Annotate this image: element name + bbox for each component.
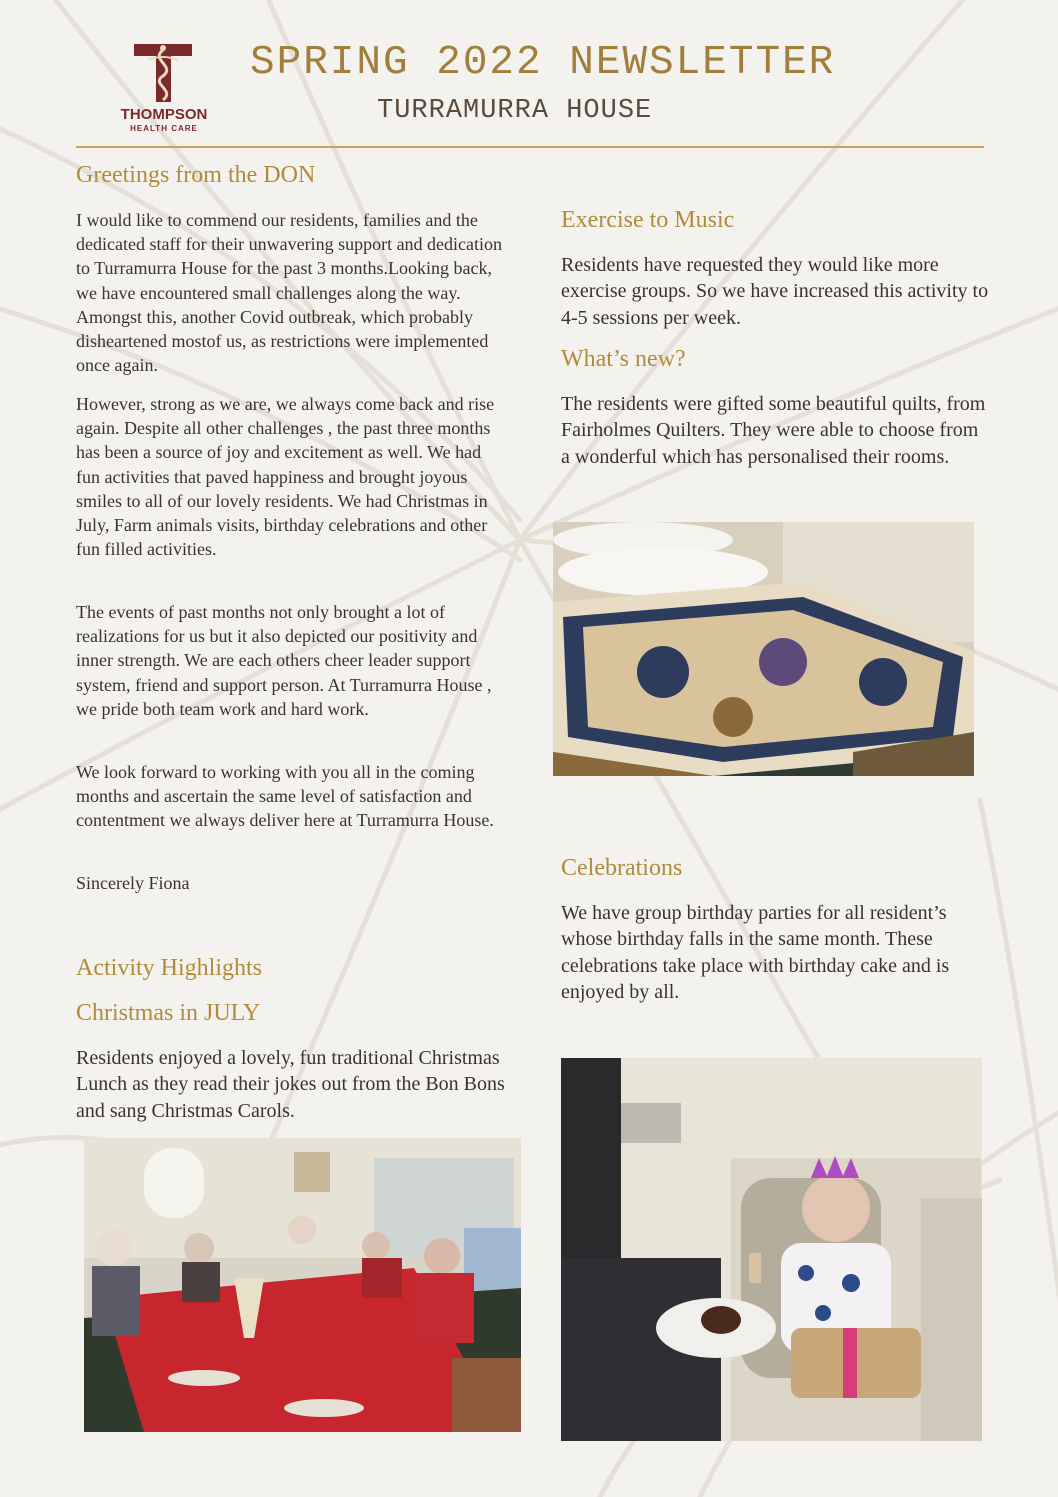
christmas-heading: Christmas in JULY xyxy=(76,1000,261,1026)
activity-highlights-heading: Activity Highlights xyxy=(76,955,262,981)
logo-wordmark: THOMPSON xyxy=(120,106,208,123)
christmas-lunch-photo xyxy=(84,1138,521,1432)
christmas-text: Residents enjoyed a lovely, fun traditional Christmas Lunch as they read their jokes out from the Bon Bons and sang Christmas Carols. xyxy=(76,1047,505,1122)
whats-new-text: The residents were gifted some beautiful quilts, from Fairholmes Quilters. They were able to choose from a wonderful which has personalised their rooms. xyxy=(561,393,986,468)
don-paragraph-4: We look forward to working with you all in the coming months and ascertain the same level of satisfaction and contentment we always deliver here at Turramurra House. xyxy=(76,762,494,831)
caduceus-t-icon xyxy=(112,38,216,108)
logo-subtext: HEALTH CARE xyxy=(130,124,198,133)
don-heading: Greetings from the DON xyxy=(76,162,316,188)
exercise-heading: Exercise to Music xyxy=(561,207,735,233)
newsletter-title: SPRING 2022 NEWSLETTER xyxy=(250,40,836,86)
quilt-photo xyxy=(553,522,974,776)
don-signoff: Sincerely Fiona xyxy=(76,873,190,893)
exercise-text: Residents have requested they would like more exercise groups. So we have increased this activity to 4-5 sessions per week. xyxy=(561,254,989,329)
don-paragraph-1: I would like to commend our residents, families and the dedicated staff for their unwavering support and dedication to Turramurra House for the past 3 months.Looking back, we have encountered small challenges along the way. Amongst this, another Covid outbreak, which probably disheartened mostof us, as restrictions were implemented once again. xyxy=(76,210,503,376)
birthday-photo xyxy=(561,1058,982,1441)
newsletter-subtitle: TURRAMURRA HOUSE xyxy=(377,96,653,126)
header-divider xyxy=(76,146,984,148)
don-paragraph-3: The events of past months not only brought a lot of realizations for us but it also depicted our positivity and inner strength. We are each others cheer leader support system, friend and support person. At Turramurra House , we pride both team work and hard work. xyxy=(76,602,492,719)
celebrations-heading: Celebrations xyxy=(561,855,683,881)
celebrations-text: We have group birthday parties for all resident’s whose birthday falls in the same month. These celebrations take place with birthday cake and is enjoyed by all. xyxy=(561,902,950,1003)
don-paragraph-2: However, strong as we are, we always come back and rise again. Despite all other challenges , the past three months has been a source of joy and excitement as well. We had fun activities that paved happiness and brought joyous smiles to all of our lovely residents. We had Christmas in July, Farm animals visits, birthday celebrations and other fun filled activities. xyxy=(76,394,495,560)
whats-new-heading: What’s new? xyxy=(561,346,686,372)
thompson-logo xyxy=(112,38,216,134)
